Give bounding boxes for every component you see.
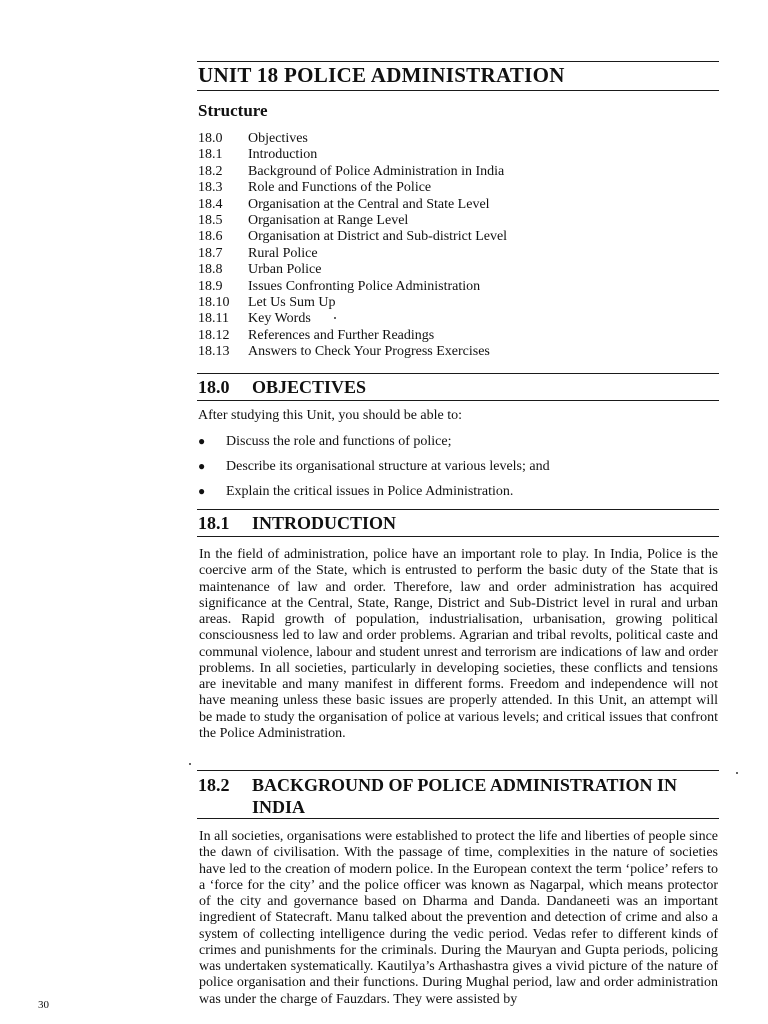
toc-title: Let Us Sum Up: [248, 294, 336, 310]
bullet-icon: ●: [198, 434, 206, 448]
toc-number: 18.4: [198, 196, 223, 212]
toc-title: Urban Police: [248, 262, 322, 278]
toc-number: 18.13: [198, 344, 230, 360]
unit-title: UNIT 18 POLICE ADMINISTRATION: [198, 63, 565, 87]
toc-item: [198, 246, 658, 262]
page-number: 30: [38, 999, 49, 1011]
toc-item: [198, 213, 658, 229]
objectives-heading: [198, 377, 366, 398]
toc-item: [198, 279, 658, 295]
section-title: INTRODUCTION: [252, 513, 397, 533]
toc-item: [198, 180, 658, 196]
toc-title: Key Words: [248, 311, 311, 327]
toc-title: Introduction: [248, 147, 318, 163]
introduction-paragraph: In the field of administration, police have an important role to play. In India, Police is the coercive arm of the State, which is entrusted to perform the basic duty of the State that is maintenance of law and order. Therefore, law and order administration has acquired significance at the Central, State, Range, District and Sub-District level in rural and urban areas. Rapid growth of population, industrialisation, urbanisation, growing political consciousness led to law and order problems. Agrarian and tribal revolts, political caste and communal violence, labour and student unrest and terrorism are indications of law and order problems. In all societies, particularly in developing societies, these conflicts and tensions are inevitable and many manifest in different forms. Freedom and independence will not have meaning unless these basic issues are properly attended. In this Unit, an attempt will be made to study the organisation of police at various levels; and critical issues that confront the Police Administration.: [199, 547, 718, 741]
toc-item: [198, 328, 658, 344]
list-item: [198, 431, 550, 456]
structure-heading: Structure: [198, 101, 268, 120]
scan-speck: [334, 317, 336, 319]
section-title: OBJECTIVES: [252, 377, 367, 397]
toc-number: 18.3: [198, 180, 223, 196]
scan-speck: [189, 763, 191, 765]
toc-item: [198, 311, 658, 327]
introduction-heading: [198, 513, 396, 534]
section-title-continued: INDIA: [252, 797, 306, 817]
toc-title: Rural Police: [248, 245, 318, 261]
toc-title: Organisation at District and Sub-district Level: [248, 229, 508, 245]
toc-number: 18.2: [198, 163, 223, 179]
background-bottom-rule: [197, 818, 719, 819]
list-item-text: Explain the critical issues in Police Administration.: [226, 484, 514, 499]
list-item: [198, 456, 550, 481]
list-item-text: Describe its organisational structure at various levels; and: [226, 459, 550, 474]
background-heading: [198, 774, 720, 818]
background-top-rule: [197, 770, 719, 771]
list-item: [198, 481, 550, 506]
bullet-icon: ●: [198, 459, 206, 473]
section-number: 18.2: [198, 775, 230, 795]
objectives-bottom-rule: [197, 400, 719, 401]
toc-item: [198, 164, 658, 180]
toc-number: 18.6: [198, 229, 223, 245]
introduction-bottom-rule: [197, 536, 719, 537]
toc-title: Organisation at Range Level: [248, 212, 409, 228]
toc-number: 18.11: [198, 311, 229, 327]
toc-number: 18.7: [198, 245, 223, 261]
toc-title: References and Further Readings: [248, 327, 435, 343]
toc-title: Organisation at the Central and State Level: [248, 196, 490, 212]
toc-title: Background of Police Administration in India: [248, 163, 505, 179]
background-paragraph: In all societies, organisations were established to protect the life and liberties of people since the dawn of civilisation. With the passage of time, complexities in the nature of societies have led to the creation of modern police. In the European context the term ‘police’ refers to a ‘force for the city’ and the police officer was known as Nagarpal, which means protector of the city and governance based on Dharma and Danda. Dandaneeti was an important ingredient of Statecraft. Manu talked about the prevention and detection of crime and also a system of collecting intelligence during the vedic period. Vedas refer to different kinds of crimes and punishments for the criminals. During the Mauryan and Gupta periods, policing was undertaken systematically. Kautilya’s Arthashastra gives a vivid picture of the nature of police organisation and their functions. During Mughal period, law and order administration was under the charge of Fauzdars. They were assisted by: [199, 829, 718, 1007]
title-bottom-rule: [197, 90, 719, 91]
toc-title: Objectives: [248, 131, 308, 146]
toc-number: 18.0: [198, 131, 223, 146]
toc-number: 18.1: [198, 147, 223, 163]
toc-number: 18.5: [198, 212, 223, 228]
toc-item: [198, 295, 658, 311]
title-top-rule: [197, 61, 719, 62]
toc-title: Answers to Check Your Progress Exercises: [248, 344, 490, 360]
toc-number: 18.8: [198, 262, 223, 278]
toc-number: 18.10: [198, 294, 230, 310]
section-number: 18.0: [198, 377, 230, 397]
introduction-top-rule: [197, 509, 719, 510]
section-title: BACKGROUND OF POLICE ADMINISTRATION IN: [252, 775, 678, 795]
list-item-text: Discuss the role and functions of police;: [226, 434, 452, 449]
bullet-icon: ●: [198, 484, 206, 498]
objectives-list: [198, 431, 550, 506]
toc-item: [198, 147, 658, 163]
toc-title: Issues Confronting Police Administration: [248, 278, 481, 294]
toc-item: [198, 229, 658, 245]
objectives-intro: After studying this Unit, you should be able to:: [198, 408, 463, 423]
toc-number: 18.9: [198, 278, 223, 294]
section-number: 18.1: [198, 513, 230, 533]
scan-speck: [736, 772, 738, 774]
toc-item: [198, 131, 658, 147]
toc-item: [198, 262, 658, 278]
toc-title: Role and Functions of the Police: [248, 180, 432, 196]
toc-item: [198, 344, 658, 360]
table-of-contents: [198, 131, 658, 360]
toc-number: 18.12: [198, 327, 230, 343]
toc-item: [198, 197, 658, 213]
objectives-top-rule: [197, 373, 719, 374]
